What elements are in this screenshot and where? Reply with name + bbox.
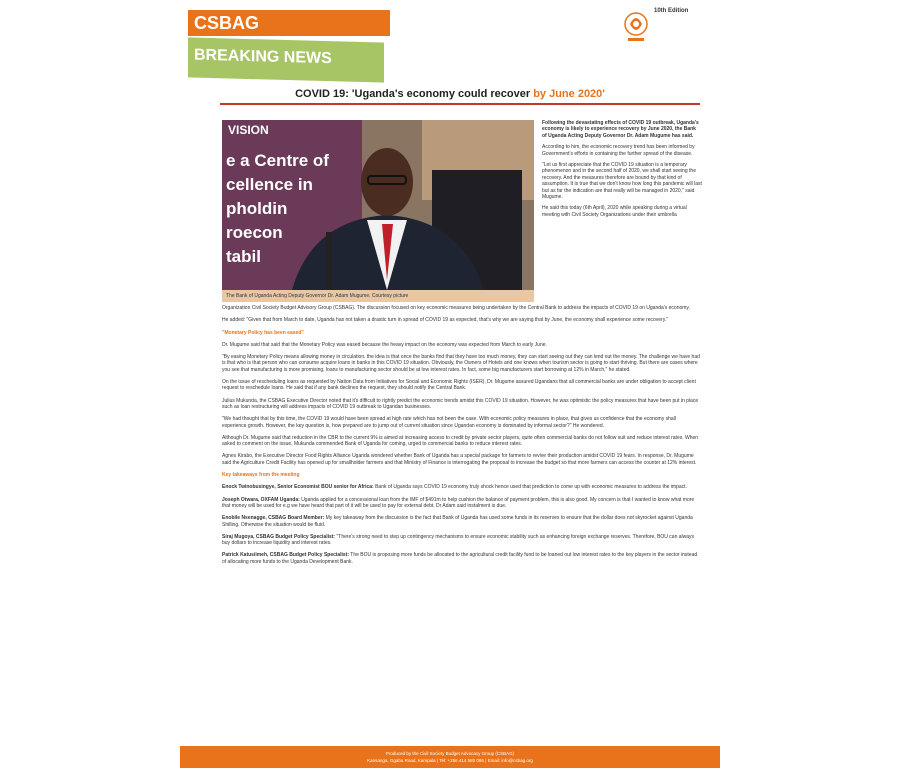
- edition-label: 10th Edition: [654, 8, 689, 14]
- footer-line: Kansanga, Ggaba Road, Kampala | Tel: +256 414 580 086 | Email: info@csbag.org: [367, 758, 533, 763]
- speaker-statement: "There's strong need to step up contingency mechanisms to ensure economic stability such as enhancing foreign exchange reserves. Therefore, BOU can always buy dollars to increase liquidity and interest rates.: [222, 533, 695, 547]
- speaker-name: Siraj Mugoya, CSBAG Budget Policy Specialist:: [222, 533, 336, 540]
- body-paragraph: He added: "Given that from March to date, Uganda has not taken a drastic turn in spread of COVID 19 as expected, that's why we are saying that by June, the economy shall experience some recovery.": [222, 317, 669, 324]
- photo-banner-word-3: pholdin: [226, 199, 288, 218]
- photo-banner-word-2: cellence in: [226, 175, 313, 194]
- photo-banner-word-5: tabil: [226, 247, 261, 266]
- newsletter-page: [180, 0, 720, 768]
- body-paragraph: On the issue of rescheduling loans as requested by Nation Data from Initiatives for Social and Economic Rights (ISER), Dr. Mugume assured Ugandans that all commercial banks are under obligation to accept client request to reschedule loans. He said that if any bank declines the request, they should notify the Central Bank.: [222, 379, 696, 392]
- photo-banner-word-1: e a Centre of: [226, 151, 329, 170]
- article-headline: [220, 88, 680, 100]
- section-subheading: "Monetary Policy has been eased": [222, 329, 304, 336]
- speaker-statement: My key takeaway from the discussion is the fact that Bank of Uganda has used some funds in its reserves to ensure that the dollar does not skyrocket against Uganda Shilling. Otherwise the situation would be fluid.: [222, 515, 693, 528]
- body-paragraph: [222, 534, 700, 547]
- article-body: [222, 305, 700, 571]
- body-paragraph: "We had thought that by this time, the COVID 19 would have been spread at high rate which has not been the case. With economic policy measures in place, that gives us confidence that the economy shall experience growth. However, the key question is, how prepared are to jump out of current situation since Ugandan economy is dominated by informal sector?" He wondered.: [222, 416, 676, 429]
- body-paragraph: "By easing Monetary Policy means allowing money in circulation, the idea is that once the banks find that they have too much money, they can start seeing out they can lend out the money. The challenge we have had is that who is that person who can consume acquire loans in banks in this COVID 19 situation. Obviously, the Owners of Hotels and one knows when tourism sector is going to start thriving. But there are cases where you see that manufacturing is more promising, loans to manufacturing sector should be at low interest rates. In fact, some big manufacturers start borrowing at 12% in March," he stated.: [222, 354, 700, 373]
- breaking-news-banner: BREAKING NEWS: [188, 37, 384, 82]
- section-subheading: Key takeaways from the meeting: [222, 472, 300, 479]
- body-paragraph: [222, 484, 700, 490]
- speaker-name: Joseph Otwara, OXFAM Uganda:: [222, 496, 300, 503]
- side-paragraph: He said this today (6th April), 2020 while speaking during a virtual meeting with Civil Society Organizations under their umbrella: [542, 205, 687, 218]
- newsletter-footer: [180, 746, 720, 768]
- body-paragraph: Organization Civil Society Budget Advisory Group (CSBAG). The discussion focused on key economic measures being undertaken by the Central Bank to address the impacts of COVID 19 on Uganda's economy.: [222, 305, 690, 311]
- body-paragraph: Dr. Mugume said that said that the Monetary Policy was eased because the heavy impact on the economy was expected from March to early June.: [222, 341, 547, 348]
- body-paragraph: [222, 552, 700, 565]
- photo-banner-word-4: roecon: [226, 223, 283, 242]
- body-paragraph: [222, 497, 700, 510]
- photo-caption: The Bank of Uganda Acting Deputy Governor Dr. Adam Mugume. Courtesy picture: [222, 290, 534, 302]
- deputy-governor-photo: [222, 120, 534, 290]
- csbag-logo-icon: [622, 6, 650, 46]
- body-paragraph: [222, 515, 700, 528]
- headline-rule: [220, 103, 700, 105]
- brand-bar: CSBAG: [188, 10, 390, 36]
- side-paragraph: According to him, the economic recovery trend has been informed by Government's efforts in containing the further spread of the disease.: [542, 144, 695, 157]
- footer-line: Produced by the Civil Society Budget Advocacy Group (CSBAG): [385, 751, 515, 756]
- body-paragraph: Although Dr. Mugume said that reduction in the CBR to the current 9% is aimed at increasing access to credit by private sector players, quite often commercial banks do not follow suit and reduce interest rates. When asked to comment on the issue, Mukunda commended Bank of Uganda for coming, urged to commercial banks to reduce interest rates.: [222, 434, 699, 448]
- speaker-statement: The BOU is proposing more funds be allocated to the agricultural credit facility fund to be loaned out low interest rates to the key players in the sector instead of allocating more funds to the Uganda Development Bank.: [222, 552, 698, 565]
- body-paragraph: Julius Mukunda, the CSBAG Executive Director noted that it's difficult to rightly predict the economic trends amidst this COVID 19 situation. However, he was optimistic the policy measures that have been put in place such as loan restructuring will address impacts of COVID 19 outbreak to Ugandan businesses.: [222, 397, 699, 410]
- side-column: [542, 120, 702, 223]
- photo-banner-word-0: VISION: [228, 123, 269, 137]
- side-paragraph: "Let us first appreciate that the COVID 19 situation is a temporary phenomenon and in the second half of 2020, we shall start seeing the recovery. And the measures therefore are bound by that kind of assumption. It is true that we don't know how long this pandemic will last but as far the indication are that really will be managed in 2020," said Mugume.: [542, 162, 702, 201]
- speaker-name: Patrick Katusiimeh, CSBAG Budget Policy Specialist:: [222, 552, 349, 559]
- speaker-statement: Uganda applied for a concessional loan from the IMF of $491m to help cushion the balance of payment problem, this is also good. My concern is that I wanted to know what more that money will be used for e.g we have heard that part of it will be used to pay for external debt. Dr Adam said instalment is due.: [222, 496, 695, 509]
- side-paragraph: Following the devastating effects of COVID 19 outbreak, Uganda's economy is likely to experience recovery by June 2020, the Bank of Uganda Acting Deputy Governor Dr. Adam Mugume has said.: [542, 120, 699, 139]
- speaker-name: Enock Twinobusingye, Senior Economist BOU senior for Africa:: [222, 484, 374, 491]
- headline-main: COVID 19: 'Uganda's economy could recover: [295, 88, 531, 100]
- headline-accent: by June 2020': [533, 88, 605, 100]
- speaker-statement: Bank of Uganda says COVID 19 economy truly shock hence used that prediction to come up with economic measures to address the impact.: [375, 484, 687, 491]
- speaker-name: Enobile Nsenagge, CSBAG Board Member:: [222, 515, 325, 522]
- body-paragraph: Agnes Kirabo, the Executive Director Food Rights Alliance Uganda wondered whether Bank of Uganda has a special package for farmers to revive their production amidst COVID 19 fears. In response, Dr. Mugume said the Agriculture Credit Facility has opened up for smallholder farmers and that Ministry of Finance is interrogating the proposal to increase the budget so that more farmers can access the counter at 12% interest.: [222, 453, 697, 466]
